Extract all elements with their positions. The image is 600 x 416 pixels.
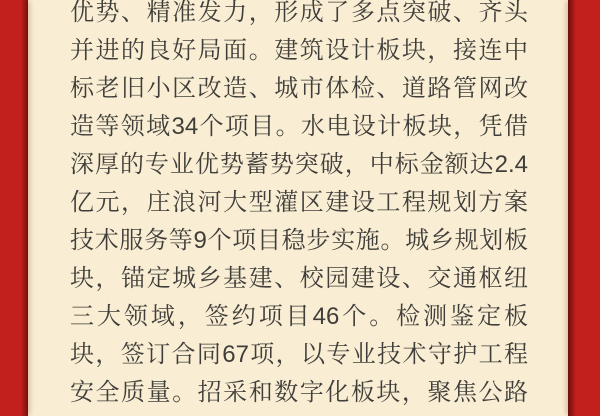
text-line: 造等领域34个项目。水电设计板块，凭借 xyxy=(70,113,528,140)
text-line: 块，签订合同67项，以专业技术守护工程 xyxy=(70,341,528,368)
text-line: 块，锚定城乡基建、校园建设、交通枢纽 xyxy=(70,265,528,292)
text-line: 亿元，庄浪河大型灌区建设工程规划方案 xyxy=(70,189,528,216)
text-line: 并进的良好局面。建筑设计板块，接连中 xyxy=(70,37,528,64)
right-red-border xyxy=(568,0,600,416)
text-line: 技术服务等9个项目稳步实施。城乡规划板 xyxy=(70,227,528,254)
text-line: 安全质量。招采和数字化板块，聚焦公路 xyxy=(70,379,528,406)
text-line: 深厚的专业优势蓄势突破，中标金额达2.4 xyxy=(70,151,528,178)
text-line: 优势、精准发力，形成了多点突破、齐头 xyxy=(70,0,528,26)
text-line: 三大领域，签约项目46个。检测鉴定板 xyxy=(70,303,528,330)
text-line: 标老旧小区改造、城市体检、道路管网改 xyxy=(70,75,528,102)
left-red-border xyxy=(0,0,28,416)
article-text-block xyxy=(70,0,528,412)
